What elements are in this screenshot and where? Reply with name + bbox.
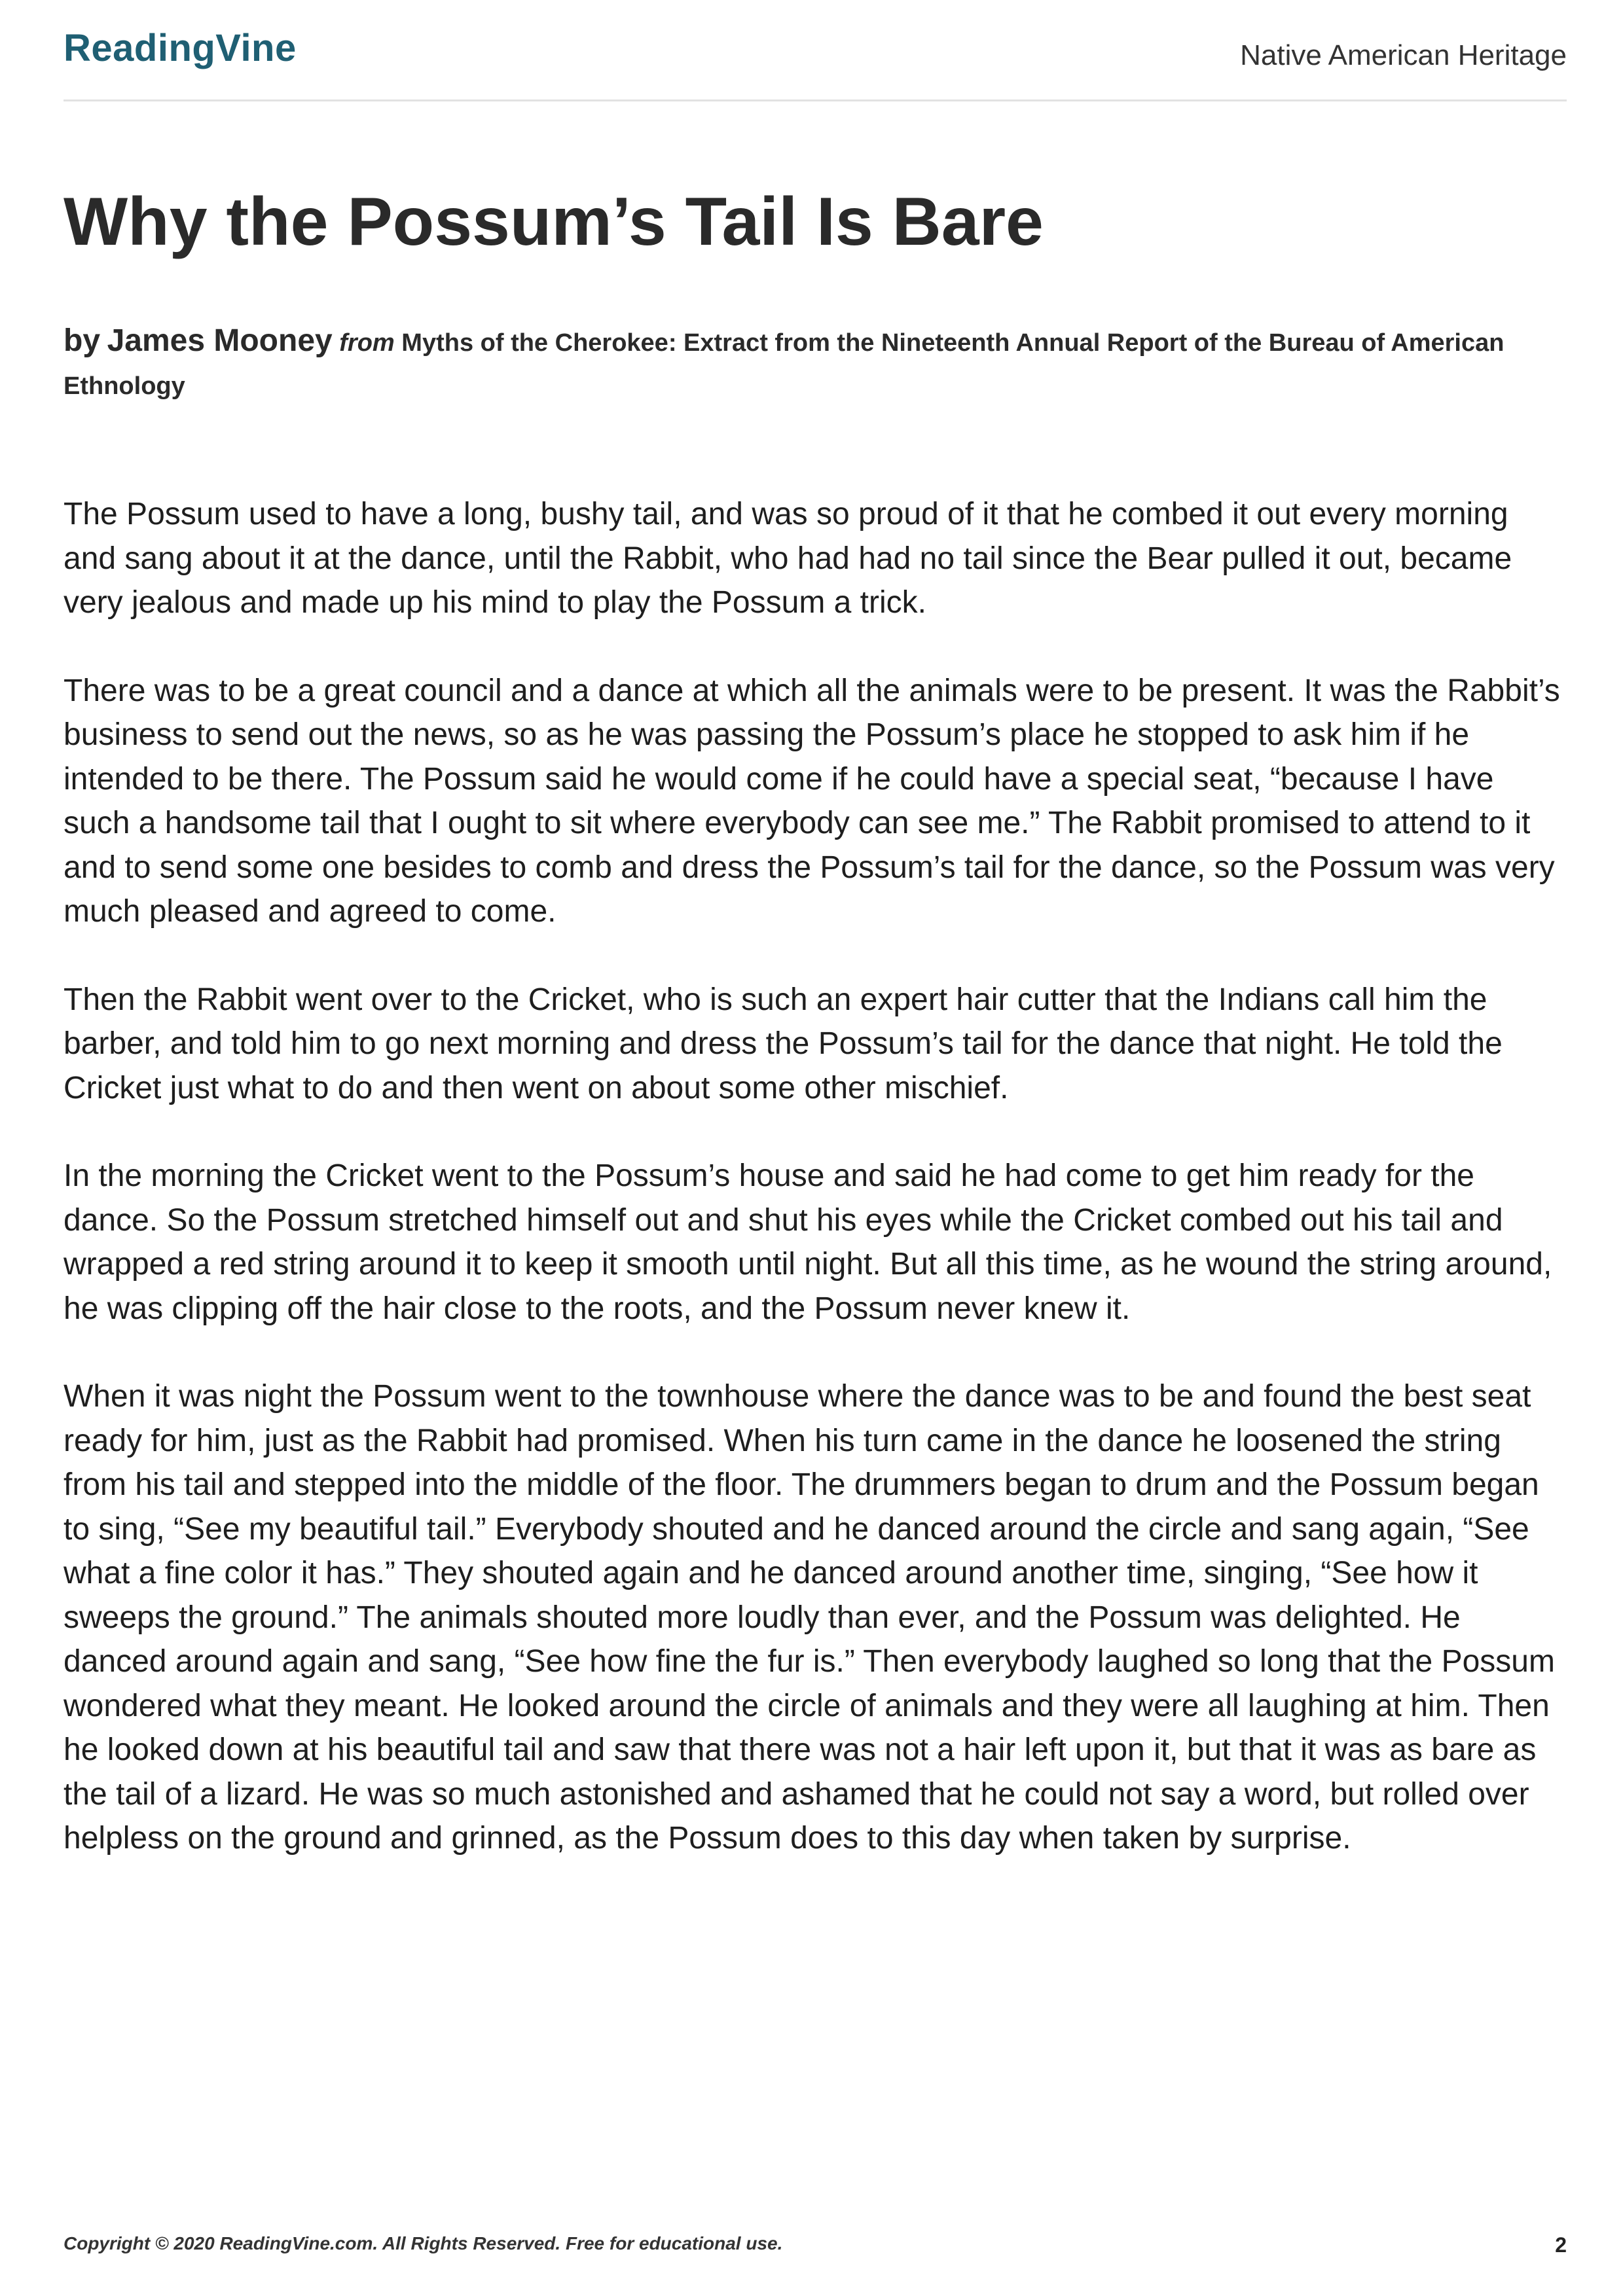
story-title: Why the Possum’s Tail Is Bare [64,184,1044,260]
source-title: Myths of the Cherokee: Extract from the Nineteenth Annual Report of the Bureau of American Ethnology [64,329,1504,400]
readingvine-logo: ReadingVine [64,27,297,69]
paragraph: Then the Rabbit went over to the Cricket, who is such an expert hair cutter that the Indians call him the barber, and told him to go next morning and dress the Possum’s tail for the dance that night. He told the Cricket just what to do and then went on about some other mischief. [64,982,1503,1105]
document-page [64,0,1567,2296]
story-body [64,492,1567,1905]
copyright-notice: Copyright © 2020 ReadingVine.com. All Rights Reserved. Free for educational use. [64,2233,783,2253]
paragraph: In the morning the Cricket went to the Possum’s house and said he had come to get him ready for the dance. So the Possum stretched himself out and shut his eyes while the Cricket combed out his tail and wrapped a red string around it to keep it smooth until night. But all this time, as he wound the string around, he was clipping off the hair close to the roots, and the Possum never knew it. [64,1158,1552,1326]
paragraph: When it was night the Possum went to the townhouse where the dance was to be and found the best seat ready for him, just as the Rabbit had promised. When his turn came in the dance he loosened the string from his tail and stepped into the middle of the floor. The drummers began to drum and the Possum began to sing, “See my beautiful tail.” Everybody shouted and he danced around the circle and sang again, “See what a fine color it has.” They shouted again and he danced around another time, singing, “See how it sweeps the ground.” The animals shouted more loudly than ever, and the Possum was delighted. He danced around again and sang, “See how fine the fur is.” Then everybody laughed so long that the Possum wondered what they meant. He looked around the circle of animals and they were all laughing at him. Then he looked down at his beautiful tail and saw that there was not a hair left upon it, but that it was as bare as the tail of a lizard. He was so much astonished and ashamed that he could not say a word, but rolled over helpless on the ground and grinned, as the Possum does to this day when taken by surprise. [64,1379,1555,1856]
header-topic: Native American Heritage [1240,39,1567,71]
page-header [64,26,1567,101]
paragraph: The Possum used to have a long, bushy tail, and was so proud of it that he combed it out every morning and sang about it at the dance, until the Rabbit, who had had no tail since the Bear pulled it out, became very jealous and made up his mind to play the Possum a trick. [64,497,1512,620]
byline-from: from [339,329,395,357]
page-number: 2 [1555,2233,1567,2257]
byline-prefix: by [64,323,101,358]
author-name: James Mooney [107,323,333,358]
paragraph: There was to be a great council and a dance at which all the animals were to be present. It was the Rabbit’s business to send out the news, so as he was passing the Possum’s place he stopped to ask him if he intended to be there. The Possum said he would come if he could have a special seat, “because I have such a handsome tail that I ought to sit where everybody can see me.” The Rabbit promised to attend to it and to send some one besides to comb and dress the Possum’s tail for the dance, so the Possum was very much pleased and agreed to come. [64,673,1560,929]
byline [64,319,1567,408]
